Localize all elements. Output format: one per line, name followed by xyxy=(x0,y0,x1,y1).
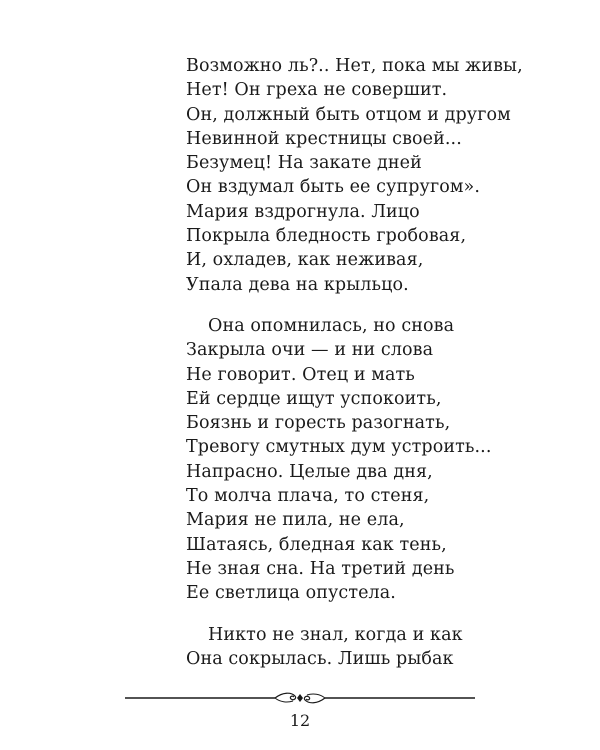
poem-text xyxy=(186,54,523,671)
poem-line: Мария вздрогнула. Лицо xyxy=(186,201,420,222)
poem-line: И, охладев, как неживая, xyxy=(186,250,424,271)
poem-line: Он, должный быть отцом и другом xyxy=(186,104,511,125)
stanza-1 xyxy=(186,54,523,297)
divider-center-diamond xyxy=(297,694,303,702)
flourish-divider-icon xyxy=(125,691,475,705)
poem-line: Безумец! На закате дней xyxy=(186,153,422,174)
poem-line: Нет! Он греха не совершит. xyxy=(186,80,448,101)
poem-line: Возможно ль?.. Нет, пока мы живы, xyxy=(186,56,523,76)
poem-line: Ее светлица опустела. xyxy=(186,583,396,604)
divider-swirl-left xyxy=(275,693,296,699)
poem-line: Покрыла бледность гробовая, xyxy=(186,226,467,247)
poem-line: Ей сердце ищут успокоить, xyxy=(186,388,442,409)
poem-line: Тревогу смутных дум устроить... xyxy=(186,437,492,458)
poem-line: Закрыла очи — и ни слова xyxy=(186,340,434,361)
poem-line: Упала дева на крыльцо. xyxy=(186,274,409,295)
poem-line: Он вздумал быть ее супругом». xyxy=(186,177,481,198)
poem-line: Шатаясь, бледная как тень, xyxy=(186,534,447,555)
page-number: 12 xyxy=(289,711,311,730)
poem-line: Мария не пила, не ела, xyxy=(186,510,405,531)
divider-swirl-right xyxy=(304,696,325,702)
poem-line: Боязнь и горесть разогнать, xyxy=(186,413,451,434)
poem-line: Не говорит. Отец и мать xyxy=(186,364,415,385)
poem-line: Она сокрылась. Лишь рыбак xyxy=(186,648,454,669)
poem-line: Напрасно. Целые два дня, xyxy=(186,461,433,482)
poem-line: Она опомнилась, но снова xyxy=(208,315,455,336)
stanza-3 xyxy=(186,623,486,672)
poem-line: Не зная сна. На третий день xyxy=(186,558,455,579)
poem-line: Невинной крестницы своей... xyxy=(186,128,462,149)
stanza-2 xyxy=(186,314,492,606)
poem-line: То молча плача, то стеня, xyxy=(186,486,430,507)
poem-line: Никто не знал, когда и как xyxy=(208,624,463,645)
